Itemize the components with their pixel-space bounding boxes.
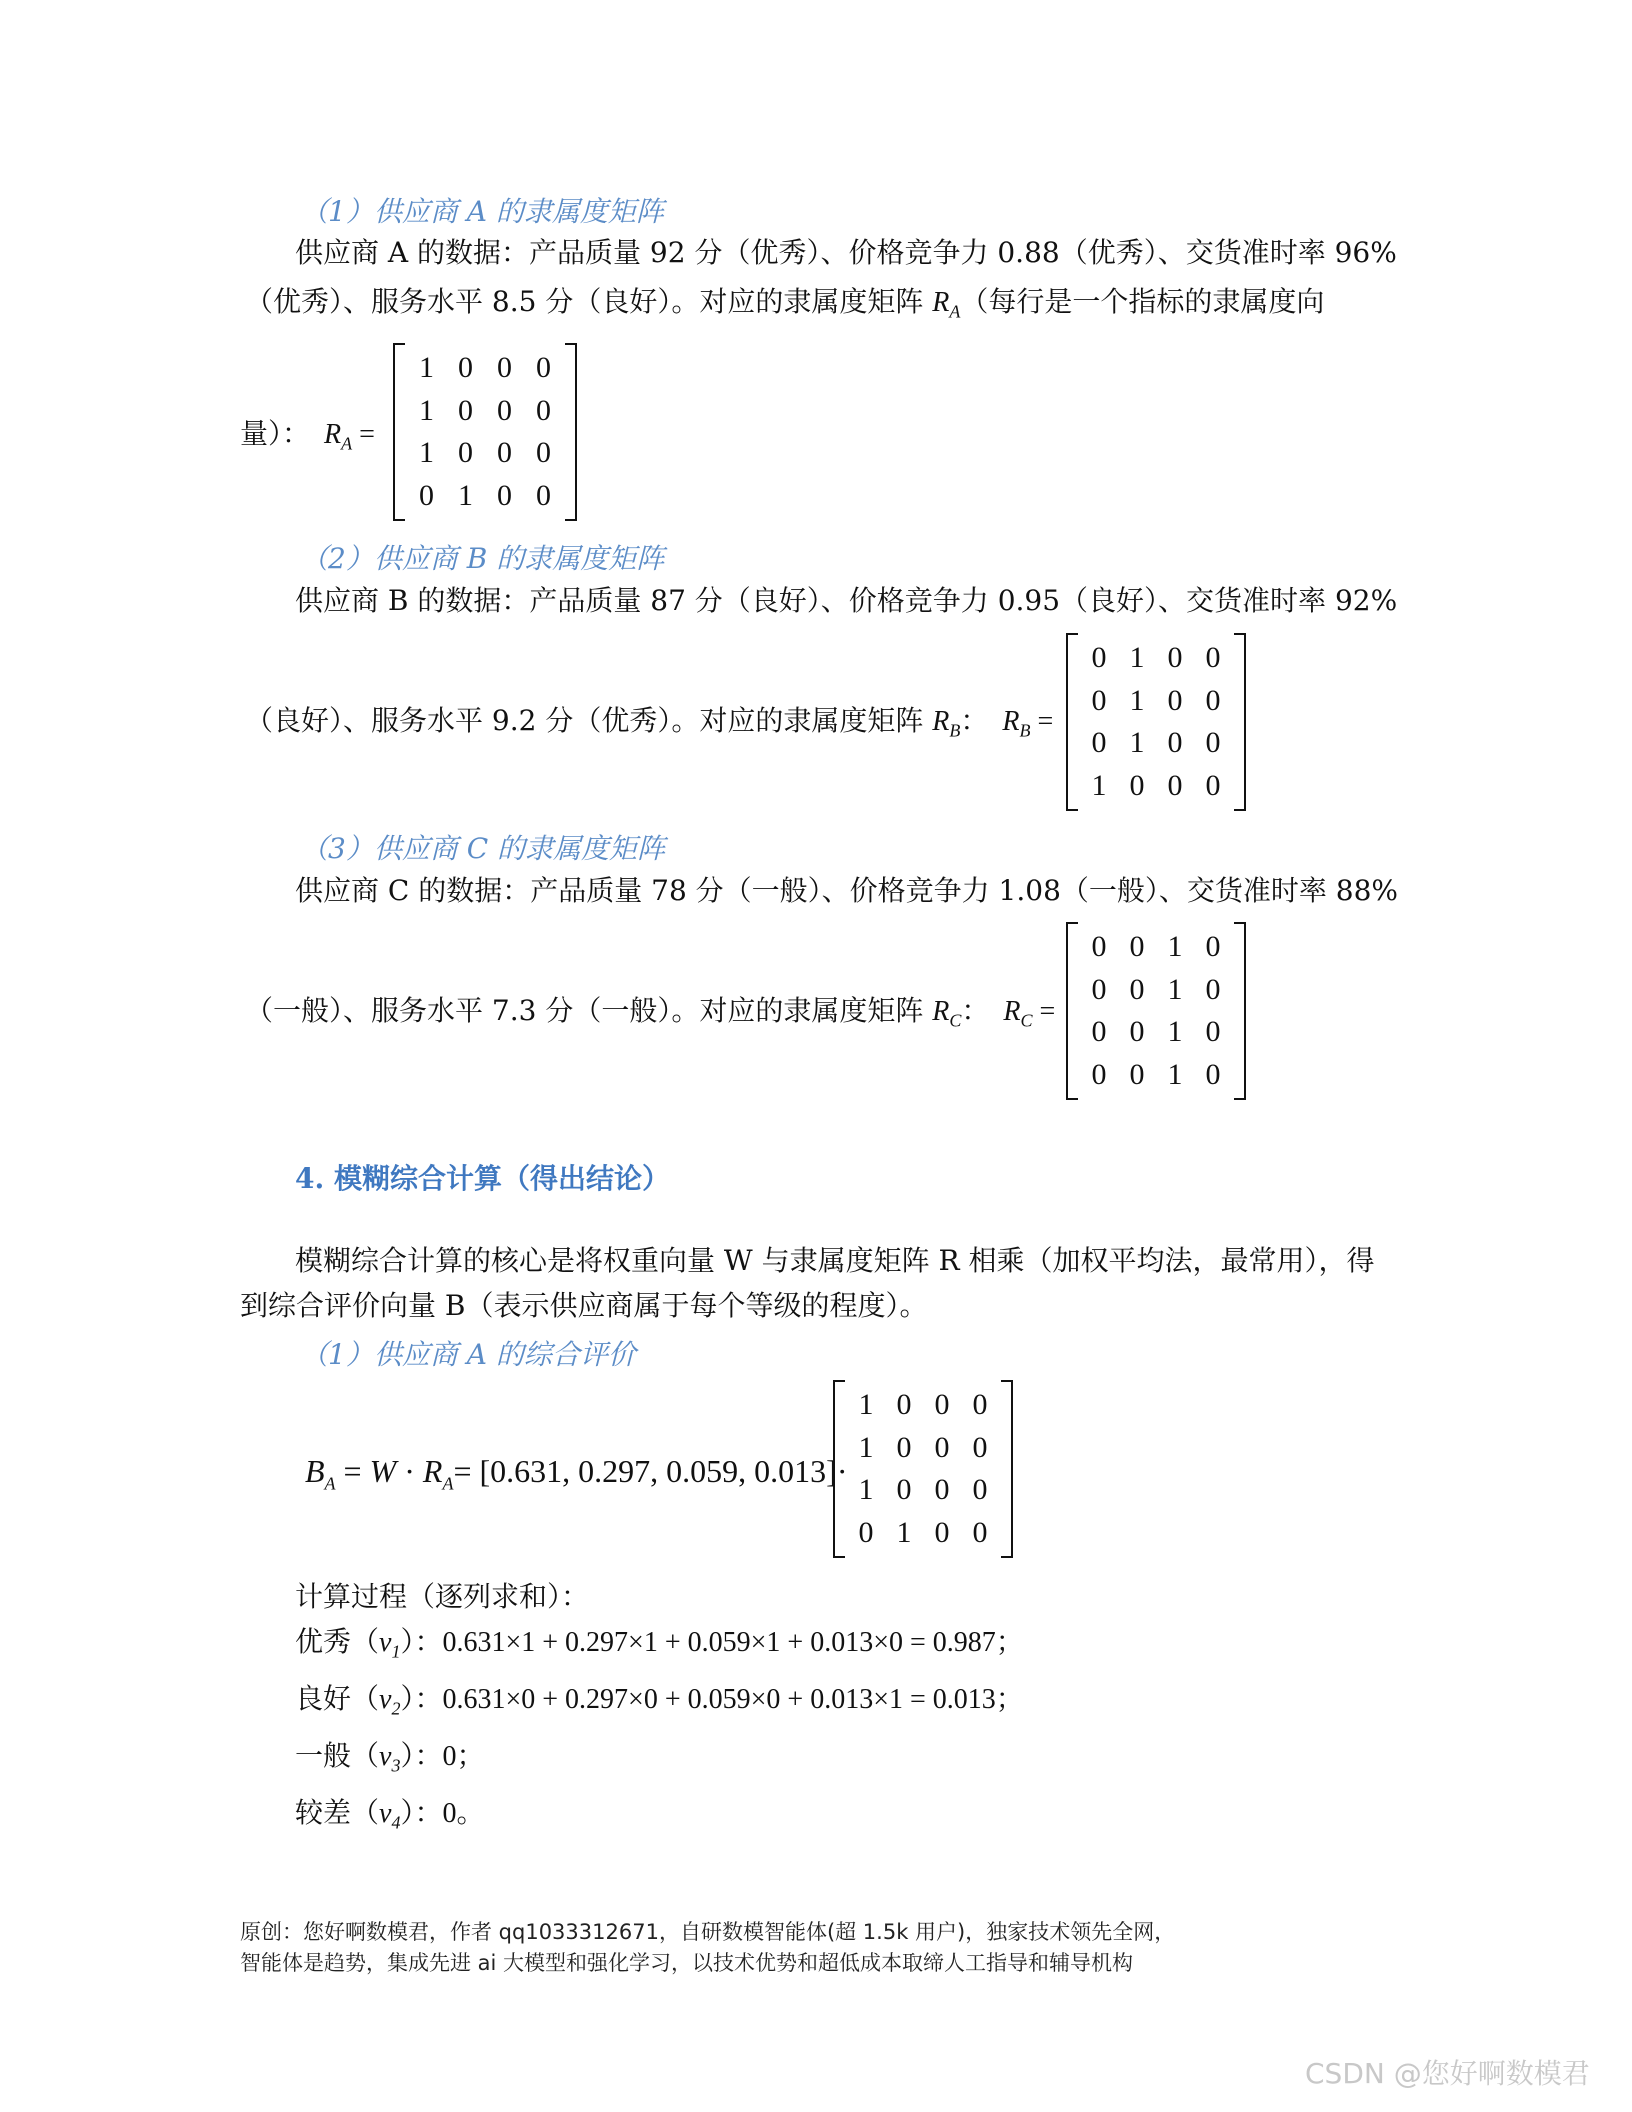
supplier-a-lead: 量）： xyxy=(240,417,311,450)
matrix-cell: 0 xyxy=(1129,1015,1145,1049)
w-symbol: W xyxy=(369,1453,397,1489)
matrix-cell: 0 xyxy=(1167,641,1183,675)
matrix-cell: 1 xyxy=(858,1473,874,1507)
matrix-rc xyxy=(1066,922,1246,1100)
supplier-c-desc-text: （一般）、服务水平 7.3 分（一般）。对应的隶属度矩阵 xyxy=(245,994,933,1027)
matrix-cell: 0 xyxy=(1205,972,1221,1006)
matrix-cell: 1 xyxy=(1091,768,1107,802)
matrix-cell: 0 xyxy=(1205,930,1221,964)
matrix-cell: 0 xyxy=(1205,1015,1221,1049)
ba-symbol: $B_A$ xyxy=(305,1453,336,1494)
v4-label: 较差（ xyxy=(295,1796,380,1829)
matrix-cell: 0 xyxy=(934,1388,950,1422)
supplier-a-desc-text: （优秀）、服务水平 8.5 分（良好）。对应的隶属度矩阵 xyxy=(245,285,933,318)
section-4-paragraph-line1: 模糊综合计算的核心是将权重向量 W 与隶属度矩阵 R 相乘（加权平均法，最常用），得 xyxy=(295,1244,1375,1277)
matrix-cell: 0 xyxy=(1167,683,1183,717)
calc-v4 xyxy=(295,1796,484,1840)
supplier-c-data-line: 供应商 C 的数据：产品质量 78 分（一般）、价格竞争力 1.08（一般）、交货准时率 88% xyxy=(295,874,1399,907)
matrix-cell: 0 xyxy=(497,478,512,512)
matrix-cell: 1 xyxy=(858,1388,874,1422)
matrix-cell: 0 xyxy=(1091,1057,1107,1091)
matrix-cell: 0 xyxy=(419,478,434,512)
v2-expr: ）：0.631×0 + 0.297×0 + 0.059×0 + 0.013×1 = 0.013； xyxy=(400,1684,1024,1715)
matrix-cell: 0 xyxy=(1091,641,1107,675)
matrix-cell: 1 xyxy=(419,436,434,470)
matrix-cell: 0 xyxy=(972,1430,988,1464)
calc-process-label: 计算过程（逐列求和）： xyxy=(295,1580,590,1613)
ra-eq-symbol: $R_A$ xyxy=(324,419,353,454)
v4-symbol: $v_4$ xyxy=(379,1798,401,1833)
supplier-a-desc-tail: （每行是一个指标的隶属度向 xyxy=(960,285,1325,318)
subsection-a-eval-title: （1）供应商 A 的综合评价 xyxy=(300,1338,636,1371)
v3-label: 一般（ xyxy=(295,1739,380,1772)
matrix-cell: 0 xyxy=(858,1515,874,1549)
rb-eq-symbol: $R_B$ xyxy=(1002,706,1031,741)
matrix-cell: 0 xyxy=(972,1515,988,1549)
v4-expr: ）：0。 xyxy=(400,1798,485,1829)
matrix-rb xyxy=(1066,633,1246,811)
subsection-c-title: （3）供应商 C 的隶属度矩阵 xyxy=(300,832,666,865)
matrix-cell: 0 xyxy=(934,1473,950,1507)
matrix-cell: 1 xyxy=(1129,726,1145,760)
supplier-b-desc-text: （良好）、服务水平 9.2 分（优秀）。对应的隶属度矩阵 xyxy=(245,704,933,737)
matrix-ra-formula xyxy=(833,1380,1013,1558)
matrix-cell: 0 xyxy=(497,393,512,427)
matrix-cell: 0 xyxy=(896,1430,912,1464)
matrix-cell: 0 xyxy=(1167,768,1183,802)
matrix-cell: 0 xyxy=(1091,726,1107,760)
matrix-cell: 0 xyxy=(458,351,473,385)
supplier-c-desc-line: （一般）、服务水平 7.3 分（一般）。对应的隶属度矩阵 $R_C$： $R_C$ = xyxy=(245,994,1056,1031)
footer-line1: 原创：您好啊数模君，作者 qq1033312671，自研数模智能体(超 1.5k 用户)，独家技术领先全网， xyxy=(240,1920,1176,1944)
matrix-ra xyxy=(393,343,577,521)
matrix-cell: 0 xyxy=(1205,1057,1221,1091)
v1-symbol: $v_1$ xyxy=(379,1627,401,1662)
section-4-title: 4. 模糊综合计算（得出结论） xyxy=(295,1162,670,1195)
matrix-cell: 0 xyxy=(972,1473,988,1507)
v3-symbol: $v_3$ xyxy=(379,1741,401,1776)
matrix-cell: 0 xyxy=(1205,641,1221,675)
subsection-a-title: （1）供应商 A 的隶属度矩阵 xyxy=(300,195,664,228)
matrix-cell: 0 xyxy=(1129,930,1145,964)
formula-ba: $B_A = W \cdot R_A= [0.631$, 0.297, 0.059, 0.013]· xyxy=(305,1453,848,1494)
matrix-cell: 0 xyxy=(896,1473,912,1507)
matrix-cell: 0 xyxy=(497,351,512,385)
v2-label: 良好（ xyxy=(295,1682,380,1715)
matrix-cell: 0 xyxy=(536,436,551,470)
matrix-cell: 0 xyxy=(1091,683,1107,717)
calc-v3 xyxy=(295,1739,484,1783)
matrix-cell: 0 xyxy=(934,1430,950,1464)
matrix-cell: 1 xyxy=(896,1515,912,1549)
section-4-paragraph-line2: 到综合评价向量 B（表示供应商属于每个等级的程度）。 xyxy=(240,1289,928,1322)
weight-vector: = [0.631, 0.297, 0.059, 0.013]· xyxy=(453,1453,848,1489)
matrix-cell: 0 xyxy=(458,393,473,427)
matrix-cell: 0 xyxy=(497,436,512,470)
matrix-cell: 0 xyxy=(536,393,551,427)
matrix-cell: 1 xyxy=(1129,641,1145,675)
matrix-cell: 1 xyxy=(1167,930,1183,964)
matrix-cell: 1 xyxy=(419,351,434,385)
matrix-cell: 0 xyxy=(1167,726,1183,760)
matrix-cell: 1 xyxy=(458,478,473,512)
supplier-a-desc-line xyxy=(245,285,1324,329)
matrix-cell: 0 xyxy=(1205,726,1221,760)
calc-v1 xyxy=(295,1625,1024,1669)
ra-symbol: $R_A$ xyxy=(932,287,961,322)
matrix-cell: 1 xyxy=(1167,1015,1183,1049)
v3-expr: ）：0； xyxy=(400,1741,485,1772)
matrix-cell: 0 xyxy=(1091,972,1107,1006)
matrix-cell: 1 xyxy=(419,393,434,427)
matrix-cell: 0 xyxy=(972,1388,988,1422)
supplier-a-matrix-label: 量）： $R_A$ = xyxy=(240,417,375,454)
rc-symbol: $R_C$ xyxy=(932,996,962,1031)
matrix-cell: 0 xyxy=(1129,768,1145,802)
matrix-cell: 0 xyxy=(934,1515,950,1549)
matrix-cell: 0 xyxy=(1129,972,1145,1006)
v1-label: 优秀（ xyxy=(295,1625,380,1658)
matrix-cell: 1 xyxy=(1167,1057,1183,1091)
rc-eq-symbol: $R_C$ xyxy=(1003,996,1033,1031)
matrix-cell: 0 xyxy=(1205,768,1221,802)
matrix-cell: 0 xyxy=(536,478,551,512)
supplier-a-data-line: 供应商 A 的数据：产品质量 92 分（优秀）、价格竞争力 0.88（优秀）、交货准时率 96% xyxy=(295,236,1397,269)
matrix-cell: 1 xyxy=(1167,972,1183,1006)
subsection-b-title: （2）供应商 B 的隶属度矩阵 xyxy=(300,542,665,575)
matrix-cell: 0 xyxy=(458,436,473,470)
rb-symbol: $R_B$ xyxy=(932,706,961,741)
matrix-cell: 1 xyxy=(1129,683,1145,717)
ra-formula-symbol: $R_A$ xyxy=(422,1453,454,1494)
matrix-cell: 0 xyxy=(1091,1015,1107,1049)
v1-expr: ）：0.631×1 + 0.297×1 + 0.059×1 + 0.013×0 = 0.987； xyxy=(400,1627,1024,1658)
matrix-cell: 0 xyxy=(536,351,551,385)
matrix-cell: 0 xyxy=(1091,930,1107,964)
matrix-cell: 0 xyxy=(1129,1057,1145,1091)
calc-v2 xyxy=(295,1682,1024,1726)
footer-line2: 智能体是趋势，集成先进 ai 大模型和强化学习，以技术优势和超低成本取缔人工指导和辅导机构 xyxy=(240,1951,1134,1975)
matrix-cell: 1 xyxy=(858,1430,874,1464)
supplier-b-desc-line: （良好）、服务水平 9.2 分（优秀）。对应的隶属度矩阵 $R_B$： $R_B$ = xyxy=(245,704,1054,741)
csdn-watermark: CSDN @您好啊数模君 xyxy=(1305,2057,1590,2090)
supplier-b-data-line: 供应商 B 的数据：产品质量 87 分（良好）、价格竞争力 0.95（良好）、交货准时率 92% xyxy=(295,584,1398,617)
matrix-cell: 0 xyxy=(1205,683,1221,717)
matrix-cell: 0 xyxy=(896,1388,912,1422)
v2-symbol: $v_2$ xyxy=(379,1684,401,1719)
